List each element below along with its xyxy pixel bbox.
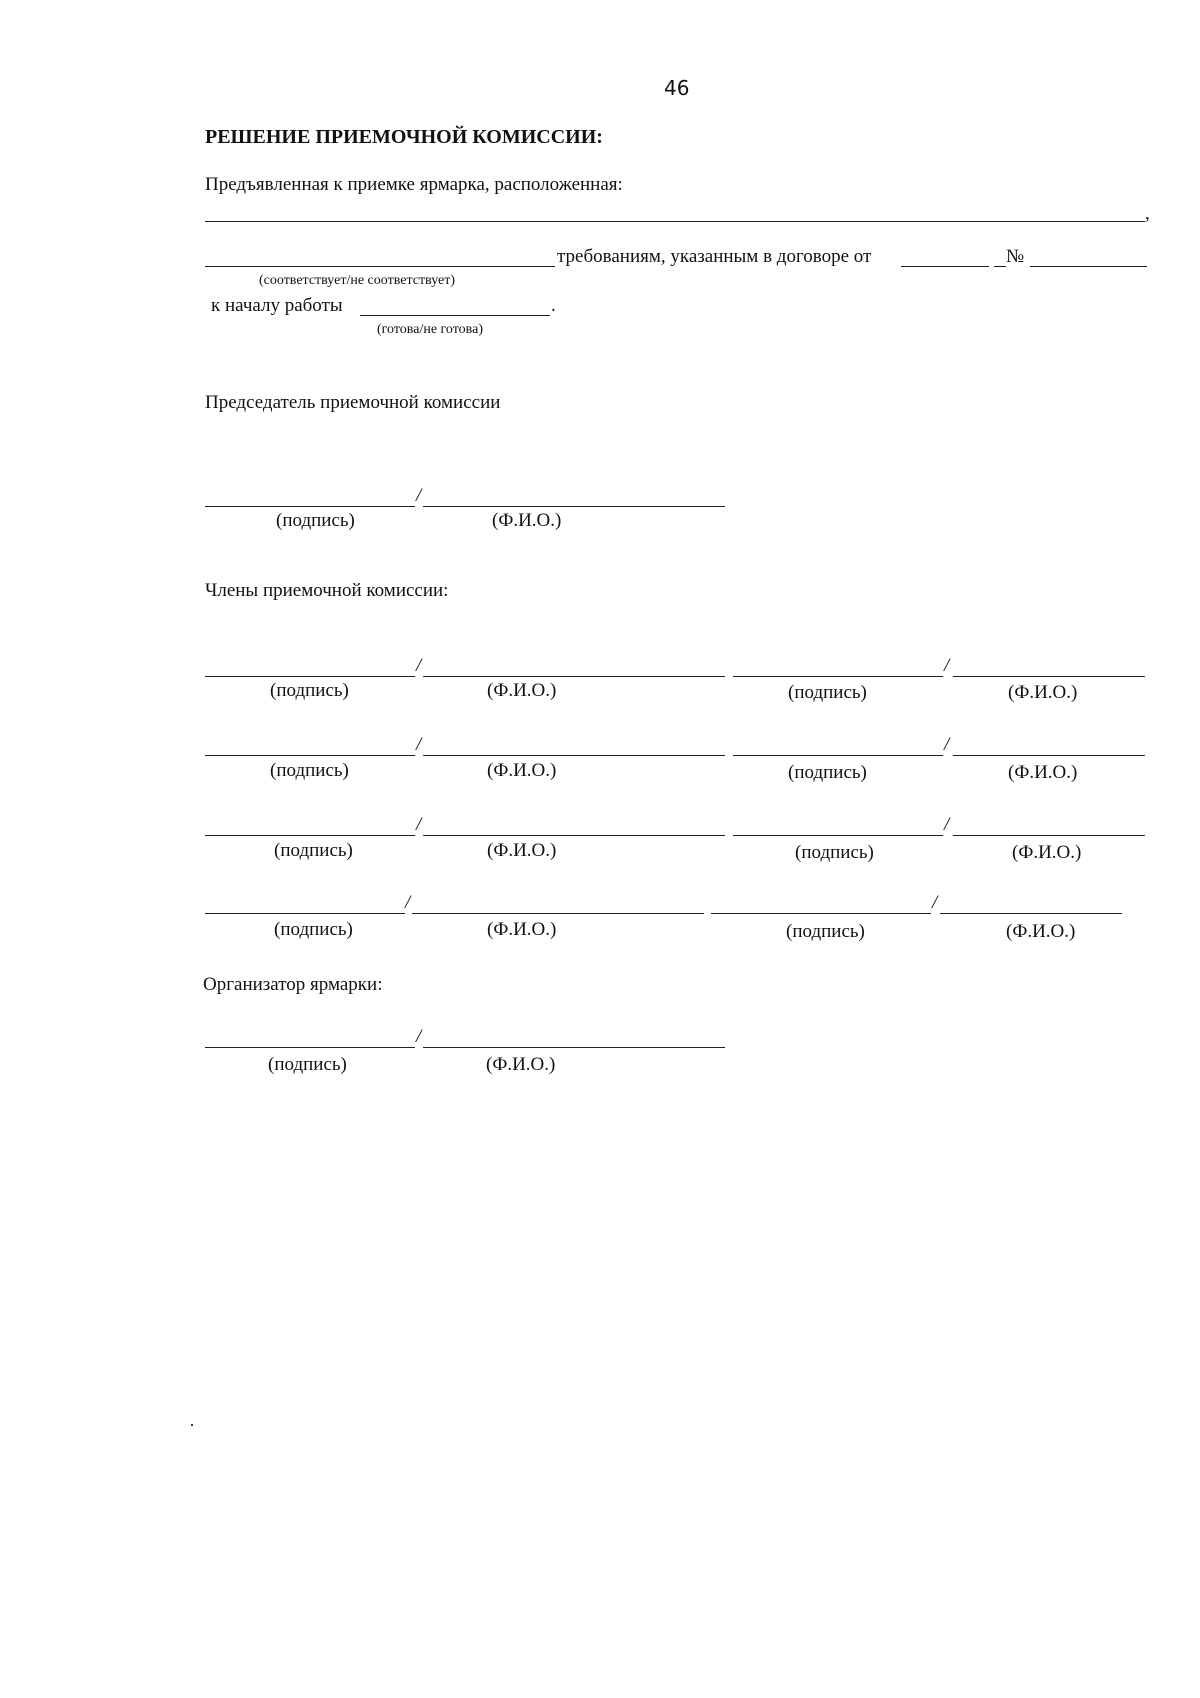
member-7-slash: /	[405, 892, 411, 913]
contract-date-line-short	[994, 266, 1006, 267]
ready-period: .	[551, 295, 556, 316]
member-3-slash: /	[416, 734, 422, 755]
member-1-signature-line	[205, 676, 415, 677]
member-3-name-line	[423, 755, 725, 756]
member-7-signature-hint: (подпись)	[274, 919, 353, 940]
organizer-signature-hint: (подпись)	[268, 1054, 347, 1075]
chairman-name-hint: (Ф.И.О.)	[492, 510, 562, 531]
member-6-slash: /	[944, 814, 950, 835]
member-1-slash: /	[416, 655, 422, 676]
member-5-name-hint: (Ф.И.О.)	[487, 840, 557, 861]
member-2-name-hint: (Ф.И.О.)	[1008, 682, 1078, 703]
member-5-slash: /	[416, 814, 422, 835]
members-label: Члены приемочной комиссии:	[205, 580, 449, 601]
member-2-slash: /	[944, 655, 950, 676]
member-8-signature-hint: (подпись)	[786, 921, 865, 942]
member-8-name-hint: (Ф.И.О.)	[1006, 921, 1076, 942]
compliance-hint: (соответствует/не соответствует)	[259, 273, 455, 288]
member-4-name-hint: (Ф.И.О.)	[1008, 762, 1078, 783]
member-4-slash: /	[944, 734, 950, 755]
location-comma: ,	[1145, 203, 1150, 224]
member-5-signature-hint: (подпись)	[274, 840, 353, 861]
member-3-name-hint: (Ф.И.О.)	[487, 760, 557, 781]
member-6-name-line	[953, 835, 1145, 836]
member-8-signature-line	[711, 913, 931, 914]
organizer-signature-line	[205, 1047, 415, 1048]
compliance-line	[205, 266, 555, 267]
contract-date-line	[901, 266, 989, 267]
member-6-name-hint: (Ф.И.О.)	[1012, 842, 1082, 863]
chairman-slash: /	[416, 485, 422, 506]
number-sign: №	[1006, 246, 1025, 267]
intro-text: Предъявленная к приемке ярмарка, расположенная:	[205, 174, 623, 195]
member-7-signature-line	[205, 913, 405, 914]
organizer-label: Организатор ярмарки:	[203, 974, 383, 995]
location-line	[205, 221, 1145, 222]
scan-speck	[191, 1424, 193, 1426]
chairman-label: Председатель приемочной комиссии	[205, 392, 501, 413]
member-3-signature-hint: (подпись)	[270, 760, 349, 781]
member-5-signature-line	[205, 835, 415, 836]
member-4-signature-hint: (подпись)	[788, 762, 867, 783]
ready-line	[360, 315, 550, 316]
organizer-name-hint: (Ф.И.О.)	[486, 1054, 556, 1075]
chairman-signature-hint: (подпись)	[276, 510, 355, 531]
form-title: РЕШЕНИЕ ПРИЕМОЧНОЙ КОМИССИИ:	[205, 126, 603, 148]
member-8-slash: /	[932, 892, 938, 913]
member-1-signature-hint: (подпись)	[270, 680, 349, 701]
ready-hint: (готова/не готова)	[377, 322, 483, 337]
member-2-signature-line	[733, 676, 943, 677]
organizer-slash: /	[416, 1026, 422, 1047]
member-7-name-line	[412, 913, 704, 914]
member-2-signature-hint: (подпись)	[788, 682, 867, 703]
member-6-signature-line	[733, 835, 943, 836]
contract-number-line	[1030, 266, 1147, 267]
member-1-name-hint: (Ф.И.О.)	[487, 680, 557, 701]
member-1-name-line	[423, 676, 725, 677]
requirements-text: требованиям, указанным в договоре от	[557, 246, 872, 267]
page-number: 46	[664, 76, 690, 100]
organizer-name-line	[423, 1047, 725, 1048]
chairman-name-line	[423, 506, 725, 507]
member-4-name-line	[953, 755, 1145, 756]
member-7-name-hint: (Ф.И.О.)	[487, 919, 557, 940]
member-5-name-line	[423, 835, 725, 836]
start-work-label: к началу работы	[211, 295, 343, 316]
member-4-signature-line	[733, 755, 943, 756]
member-6-signature-hint: (подпись)	[795, 842, 874, 863]
chairman-signature-line	[205, 506, 415, 507]
member-2-name-line	[953, 676, 1145, 677]
member-3-signature-line	[205, 755, 415, 756]
member-8-name-line	[940, 913, 1122, 914]
